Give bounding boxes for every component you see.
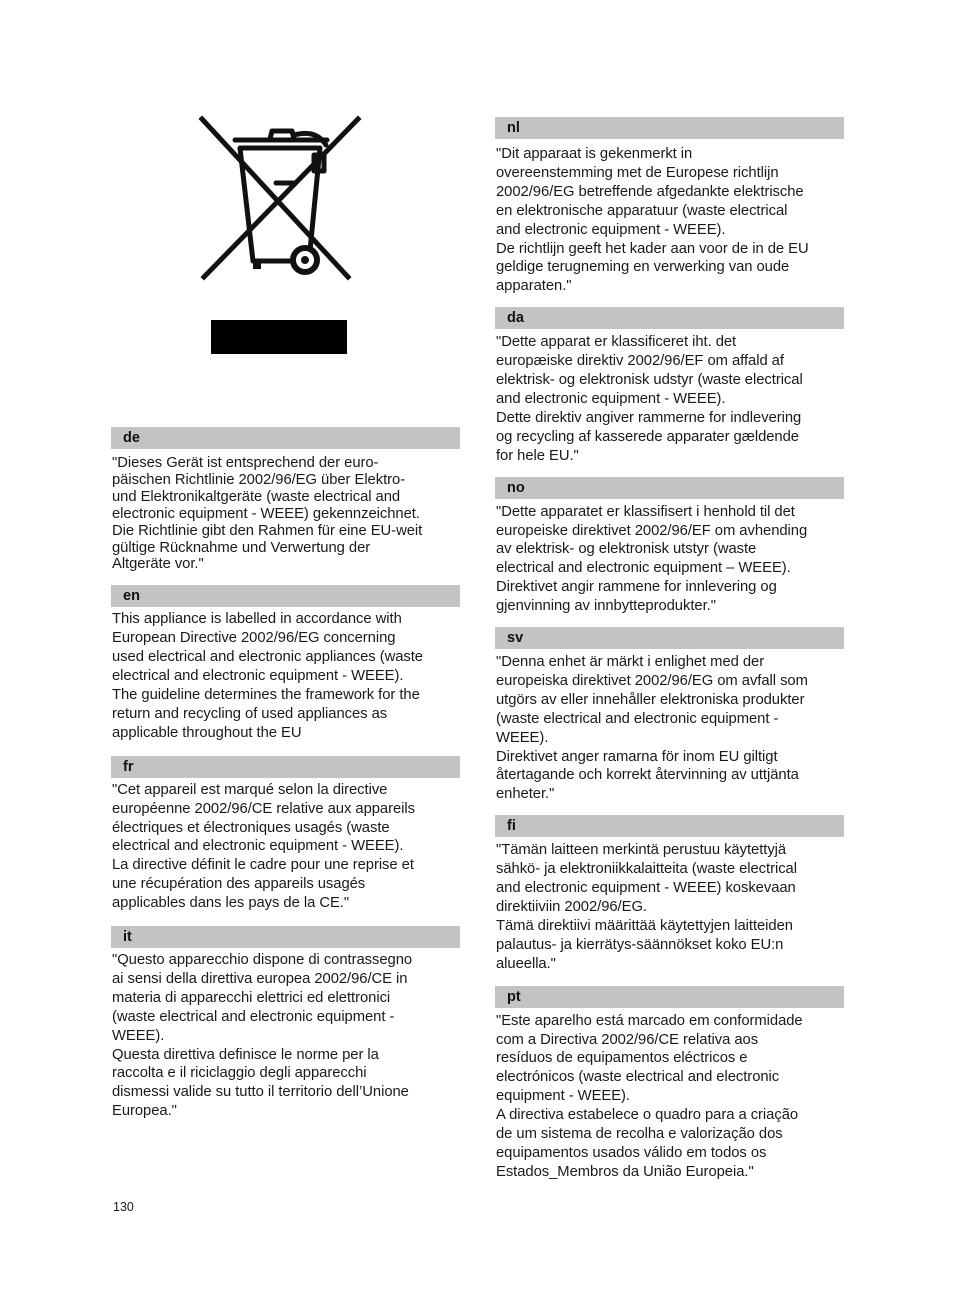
section-text: "Questo apparecchio dispone di contrassegno ai sensi della direttiva europea 2002/96/CE in materia di apparecchi elettrici ed elettronici (waste electrical and electronic equipment - WEEE). Questa direttiva definisce le norme per la raccolta e il riciclaggio degli apparecchi dismessi valide su tutto il territorio dell’Unione Europea."	[112, 952, 413, 1120]
section-header: en	[111, 585, 460, 607]
section-text: This appliance is labelled in accordance with European Directive 2002/96/EG concerning used electrical and electronic appliances (waste electrical and electronic equipment - WEEE). The guideline determines the framework for the return and recycling of used appliances as applicable throughout the EU	[112, 611, 423, 741]
section-de	[111, 427, 460, 573]
section-text: "Dette apparat er klassificeret iht. det europæiske direktiv 2002/96/EF om affald af elektrisk- og elektronisk udstyr (waste electrical and electronic equipment - WEEE). Dette direktiv angiver rammerne for indlevering og recycling af kasserede apparater gældende for hele EU."	[496, 334, 803, 464]
section-header: pt	[495, 986, 844, 1008]
section-header: no	[495, 477, 844, 499]
section-header: nl	[495, 117, 844, 139]
section-header: fi	[495, 815, 844, 837]
section-fi	[495, 815, 844, 973]
section-nl	[495, 117, 844, 296]
section-header: it	[111, 926, 460, 948]
section-da	[495, 307, 844, 465]
section-en	[111, 585, 460, 742]
section-it	[111, 926, 460, 1121]
right-column	[495, 117, 844, 1182]
section-text: "Este aparelho está marcado em conformidade com a Directiva 2002/96/CE relativa aos resíduos de equipamentos eléctricos e electrónicos (waste electrical and electronic equipment - WEEE). A directiva estabelece o quadro para a criação de um sistema de recolha e valorização dos equipamentos usados válido em todos os Estados_Membros da União Europeia."	[496, 1012, 803, 1180]
section-text: "Dieses Gerät ist entsprechend der euro- päischen Richtlinie 2002/96/EG über Elektro- und Elektronikaltgeräte (waste electrical and electronic equipment - WEEE) gekennzeichnet. Die Richtlinie gibt den Rahmen für eine EU-weit gültige Rücknahme und Verwertung der Altgeräte vor."	[112, 455, 423, 573]
section-text: "Denna enhet är märkt i enlighet med der europeiska direktivet 2002/96/EG om avfall som utgörs av eller innehåller elektroniska produkter (waste electrical and electronic equipment - WEEE). Direktivet anger ramarna för inom EU giltigt återtagande och korrekt återvinning av uttjänta enheter."	[496, 654, 808, 803]
crossed-out-wheelie-bin-icon	[198, 115, 362, 285]
section-text: "Tämän laitteen merkintä perustuu käytettyjä sähkö- ja elektroniikkalaitteita (waste electrical and electronic equipment - WEEE) koskevaan direktiiviin 2002/96/EG. Tämä direktiivi määrittää käytettyjen laitteiden palautus- ja kierrätys-säännökset koko EU:n alueella."	[496, 842, 797, 972]
section-text: "Dit apparaat is gekenmerkt in overeenstemming met de Europese richtlijn 2002/96/EG betreffende afgedankte elektrische en elektronische apparatuur (waste electrical and electronic equipment - WEEE). De richtlijn geeft het kader aan voor de in de EU geldige terugneming en verwerking van oude apparaten."	[496, 146, 809, 295]
section-header: de	[111, 427, 460, 449]
section-fr	[111, 756, 460, 913]
section-text: "Dette apparatet er klassifisert i henhold til det europeiske direktivet 2002/96/EF om avhending av elektrisk- og elektronisk utstyr (waste electrical and electronic equipment – WEEE). Direktivet angir rammene for innlevering og gjenvinning av innbytteprodukter."	[496, 503, 808, 615]
section-pt	[495, 986, 844, 1182]
black-label-bar	[211, 320, 347, 354]
section-sv	[495, 627, 844, 804]
section-text: "Cet appareil est marqué selon la directive européenne 2002/96/CE relative aux appareils électriques et électroniques usagés (waste electrical and electronic equipment - WEEE). La directive définit le cadre pour une reprise et une récupération des appareils usagés applicables dans les pays de la CE."	[112, 781, 415, 912]
section-no	[495, 477, 844, 616]
section-header: fr	[111, 756, 460, 778]
section-header: sv	[495, 627, 844, 649]
left-column	[111, 427, 460, 1121]
page-number: 130	[113, 1200, 134, 1214]
section-header: da	[495, 307, 844, 329]
